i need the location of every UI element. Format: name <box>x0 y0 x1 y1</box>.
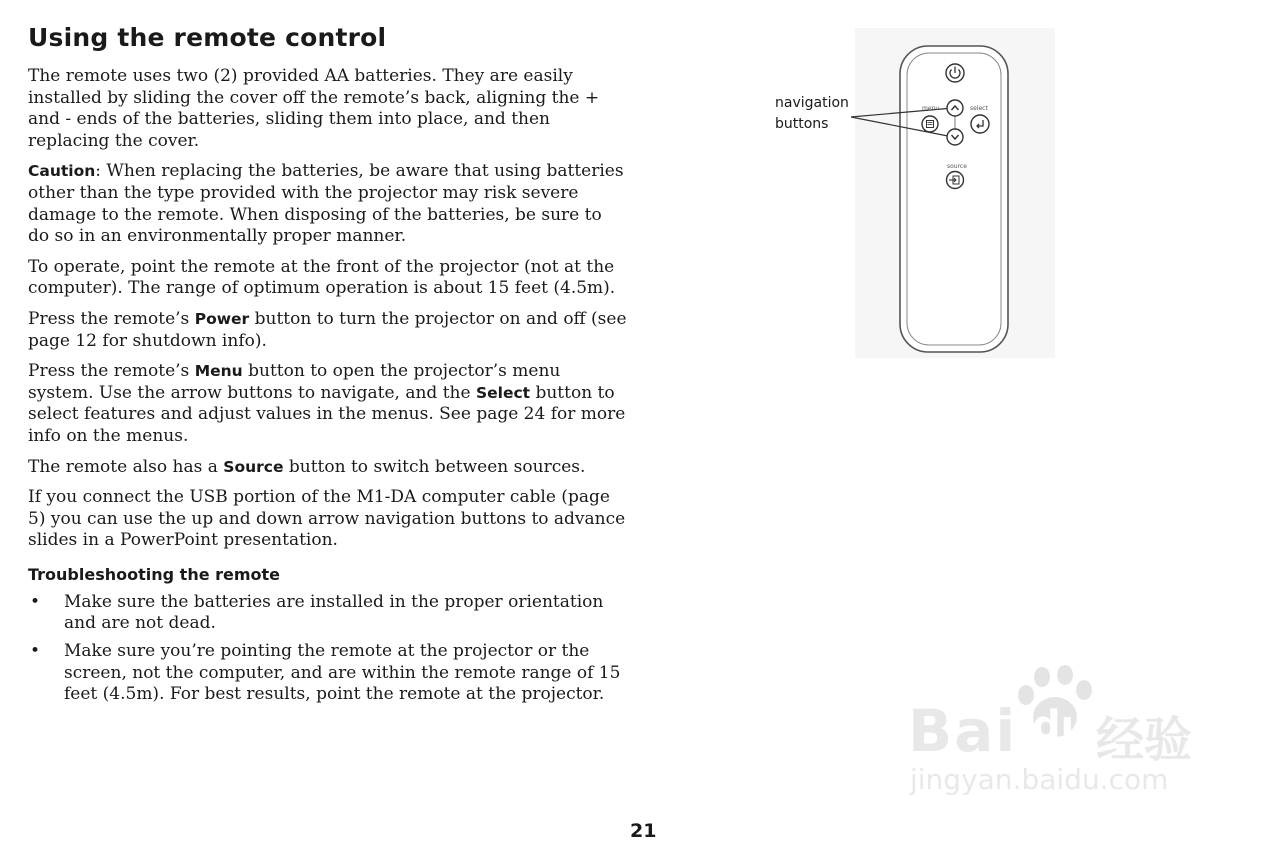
paragraph-caution <box>28 161 628 247</box>
bullet-icon: • <box>30 591 41 612</box>
caution-label: Caution <box>28 162 96 181</box>
list-item-text: Make sure the batteries are installed in the proper orientation and are not dead. <box>64 591 604 634</box>
troubleshooting-list <box>28 592 628 706</box>
source-text-pre: The remote also has a <box>28 456 224 477</box>
menu-text-pre: Press the remote’s <box>28 361 195 382</box>
troubleshooting-heading: Troubleshooting the remote <box>28 564 281 584</box>
source-text-post: button to switch between sources. <box>283 456 586 477</box>
page-number: 21 <box>630 820 657 842</box>
power-label: Power <box>194 309 250 328</box>
remote-select-label: select <box>970 105 988 112</box>
up-arrow-icon <box>947 100 963 116</box>
list-item <box>28 641 628 706</box>
callout-line-1: navigation <box>775 95 849 111</box>
down-arrow-icon <box>947 129 963 145</box>
baidu-watermark <box>900 655 1220 805</box>
menu-label: Menu <box>194 362 243 381</box>
watermark-chinese: 经验 <box>1096 712 1193 768</box>
caution-text: : When replacing the batteries, be aware that using batteries other than the type provided with the projector may risk severe damage to the remote. When disposing of the batteries, be sure to do so in an environmentally proper manner. <box>28 161 624 247</box>
menu-icon <box>922 116 938 132</box>
paragraph-operate: To operate, point the remote at the front of the projector (not at the computer). The range of optimum operation is about 15 feet (4.5m). <box>28 256 616 299</box>
remote-menu-label: menu <box>922 105 940 112</box>
power-text-post: button to turn the projector on and off (see page 12 for shutdown info). <box>28 308 627 351</box>
list-item <box>28 592 628 635</box>
remote-source-label: source <box>947 163 967 170</box>
watermark-brand: Bai <box>908 697 1018 765</box>
text-column <box>28 22 628 712</box>
callout-line-2: buttons <box>775 116 829 132</box>
watermark-brand-du: du <box>1032 703 1090 749</box>
remote-body <box>900 46 1008 352</box>
power-text-pre: Press the remote’s <box>28 308 195 329</box>
power-icon <box>946 64 964 82</box>
source-label: Source <box>223 457 284 476</box>
list-item-text: Make sure you’re pointing the remote at the projector or the screen, not the computer, and are within the remote range of 15 feet (4.5m). For best results, point the remote at the projector. <box>64 641 621 705</box>
select-label: Select <box>475 383 531 402</box>
paragraph-batteries: The remote uses two (2) provided AA batteries. They are easily installed by sliding the cover off the remote’s back, aligning the + and - ends of the batteries, sliding them into place, and then replacing the cover. <box>28 66 600 151</box>
page-title: Using the remote control <box>28 23 387 52</box>
menu-text-post: button to select features and adjust values in the menus. See page 24 for more info on the menus. <box>28 382 626 446</box>
source-icon <box>947 172 964 189</box>
watermark-url: jingyan.baidu.com <box>910 763 1169 796</box>
select-icon <box>971 115 989 133</box>
paragraph-power <box>28 309 628 352</box>
remote-illustration <box>770 28 1060 358</box>
paragraph-usb: If you connect the USB portion of the M1-DA computer cable (page 5) you can use the up and down arrow navigation buttons to advance slides in a PowerPoint presentation. <box>28 487 626 551</box>
paragraph-menu <box>28 361 628 447</box>
menu-text-mid: button to open the projector’s menu system. Use the arrow buttons to navigate, and the <box>28 361 561 403</box>
bullet-icon: • <box>30 641 41 662</box>
paragraph-source <box>28 457 628 479</box>
remote-figure <box>770 28 1060 358</box>
